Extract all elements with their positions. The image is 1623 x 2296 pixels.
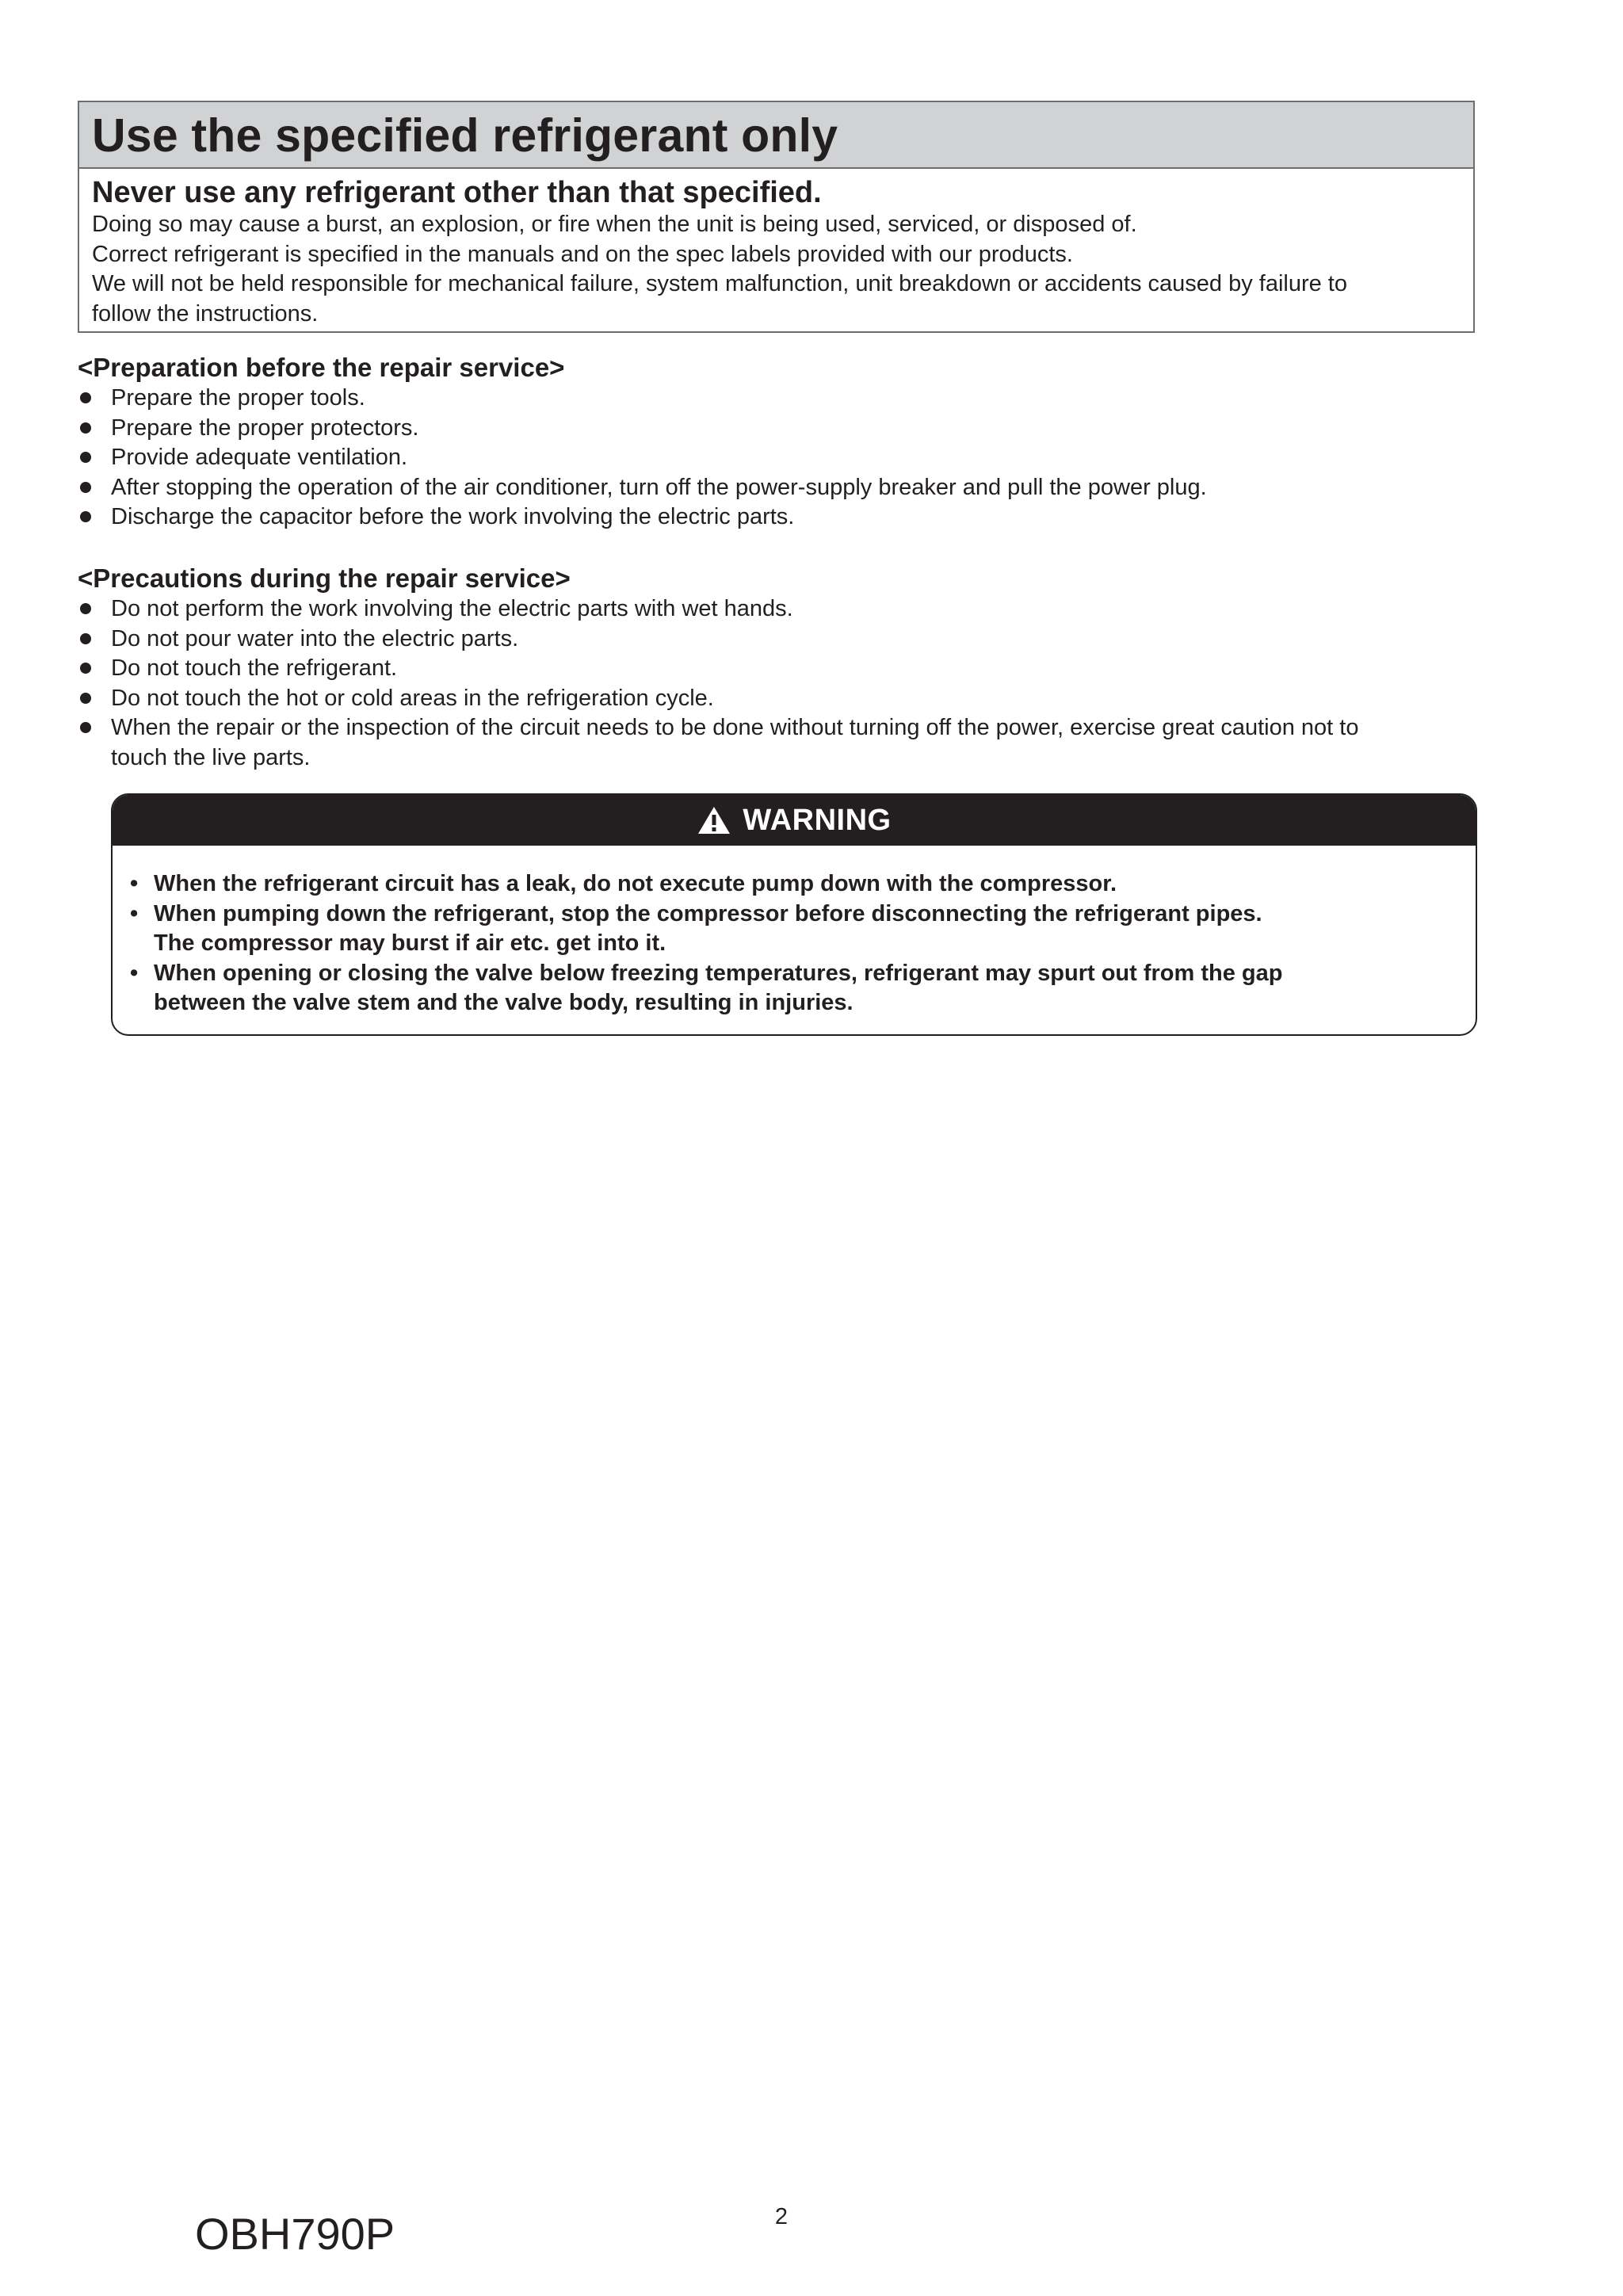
preparation-heading: <Preparation before the repair service> [78,353,565,382]
refrigerant-title-bar [79,102,1473,169]
list-item: Provide adequate ventilation. [78,443,1496,473]
bullet-dot-icon [80,452,91,463]
refrigerant-line: Correct refrigerant is specified in the manuals and on the spec labels provided with our products. [92,241,1073,267]
list-item: Do not touch the refrigerant. [78,654,1496,684]
preparation-list [78,384,1496,533]
bullet-dot-icon [80,722,91,733]
warning-list [113,846,1476,1018]
bullet-dot-icon [80,392,91,403]
bullet-dot-icon [80,663,91,674]
bullet-dot-icon: • [130,900,139,926]
precautions-heading: <Precautions during the repair service> [78,563,571,593]
refrigerant-subtitle: Never use any refrigerant other than that specified. [92,176,822,209]
preparation-section [78,352,1496,533]
warning-triangle-icon [697,805,731,835]
refrigerant-body [79,169,1473,329]
bullet-dot-icon: • [130,871,139,896]
bullet-dot-icon [80,511,91,522]
warning-title: WARNING [743,804,892,837]
list-item: Discharge the capacitor before the work involving the electric parts. [78,502,1496,533]
precautions-section [78,563,1496,773]
list-item: Do not touch the hot or cold areas in the refrigeration cycle. [78,684,1496,714]
list-item: After stopping the operation of the air conditioner, turn off the power-supply breaker and pull the power plug. [78,473,1496,503]
refrigerant-notice-box [78,101,1475,333]
bullet-dot-icon [80,482,91,493]
bullet-dot-icon [80,693,91,704]
bullet-dot-icon [80,603,91,614]
document-code: OBH790P [195,2209,395,2259]
bullet-dot-icon [80,633,91,644]
refrigerant-line: We will not be held responsible for mechanical failure, system malfunction, unit breakdown or accidents caused by failure to [92,271,1347,296]
precautions-list [78,594,1496,773]
bullet-dot-icon: • [130,960,139,986]
list-item: Do not pour water into the electric parts. [78,625,1496,655]
refrigerant-line: follow the instructions. [92,300,319,327]
refrigerant-line: Doing so may cause a burst, an explosion, or fire when the unit is being used, serviced, or disposed of. [92,212,1137,237]
warning-header [113,795,1476,846]
bullet-dot-icon [80,422,91,434]
page-number: 2 [774,2204,789,2229]
warning-box [111,793,1477,1036]
list-item: Do not perform the work involving the electric parts with wet hands. [78,594,1496,625]
refrigerant-title: Use the specified refrigerant only [92,109,838,162]
list-item: When the repair or the inspection of the circuit needs to be done without turning off the power, exercise great caution not to touch the live parts. [78,713,1496,773]
list-item: • When pumping down the refrigerant, stop the compressor before disconnecting the refrigerant pipes. The compressor may burst if air etc. get into it. [130,900,1262,956]
list-item: Prepare the proper tools. [78,384,1496,414]
list-item: Prepare the proper protectors. [78,414,1496,444]
list-item: • When opening or closing the valve below freezing temperatures, refrigerant may spurt out from the gap between the valve stem and the valve body, resulting in injuries. [130,960,1283,1015]
list-item: • When the refrigerant circuit has a leak, do not execute pump down with the compressor. [130,869,1476,900]
